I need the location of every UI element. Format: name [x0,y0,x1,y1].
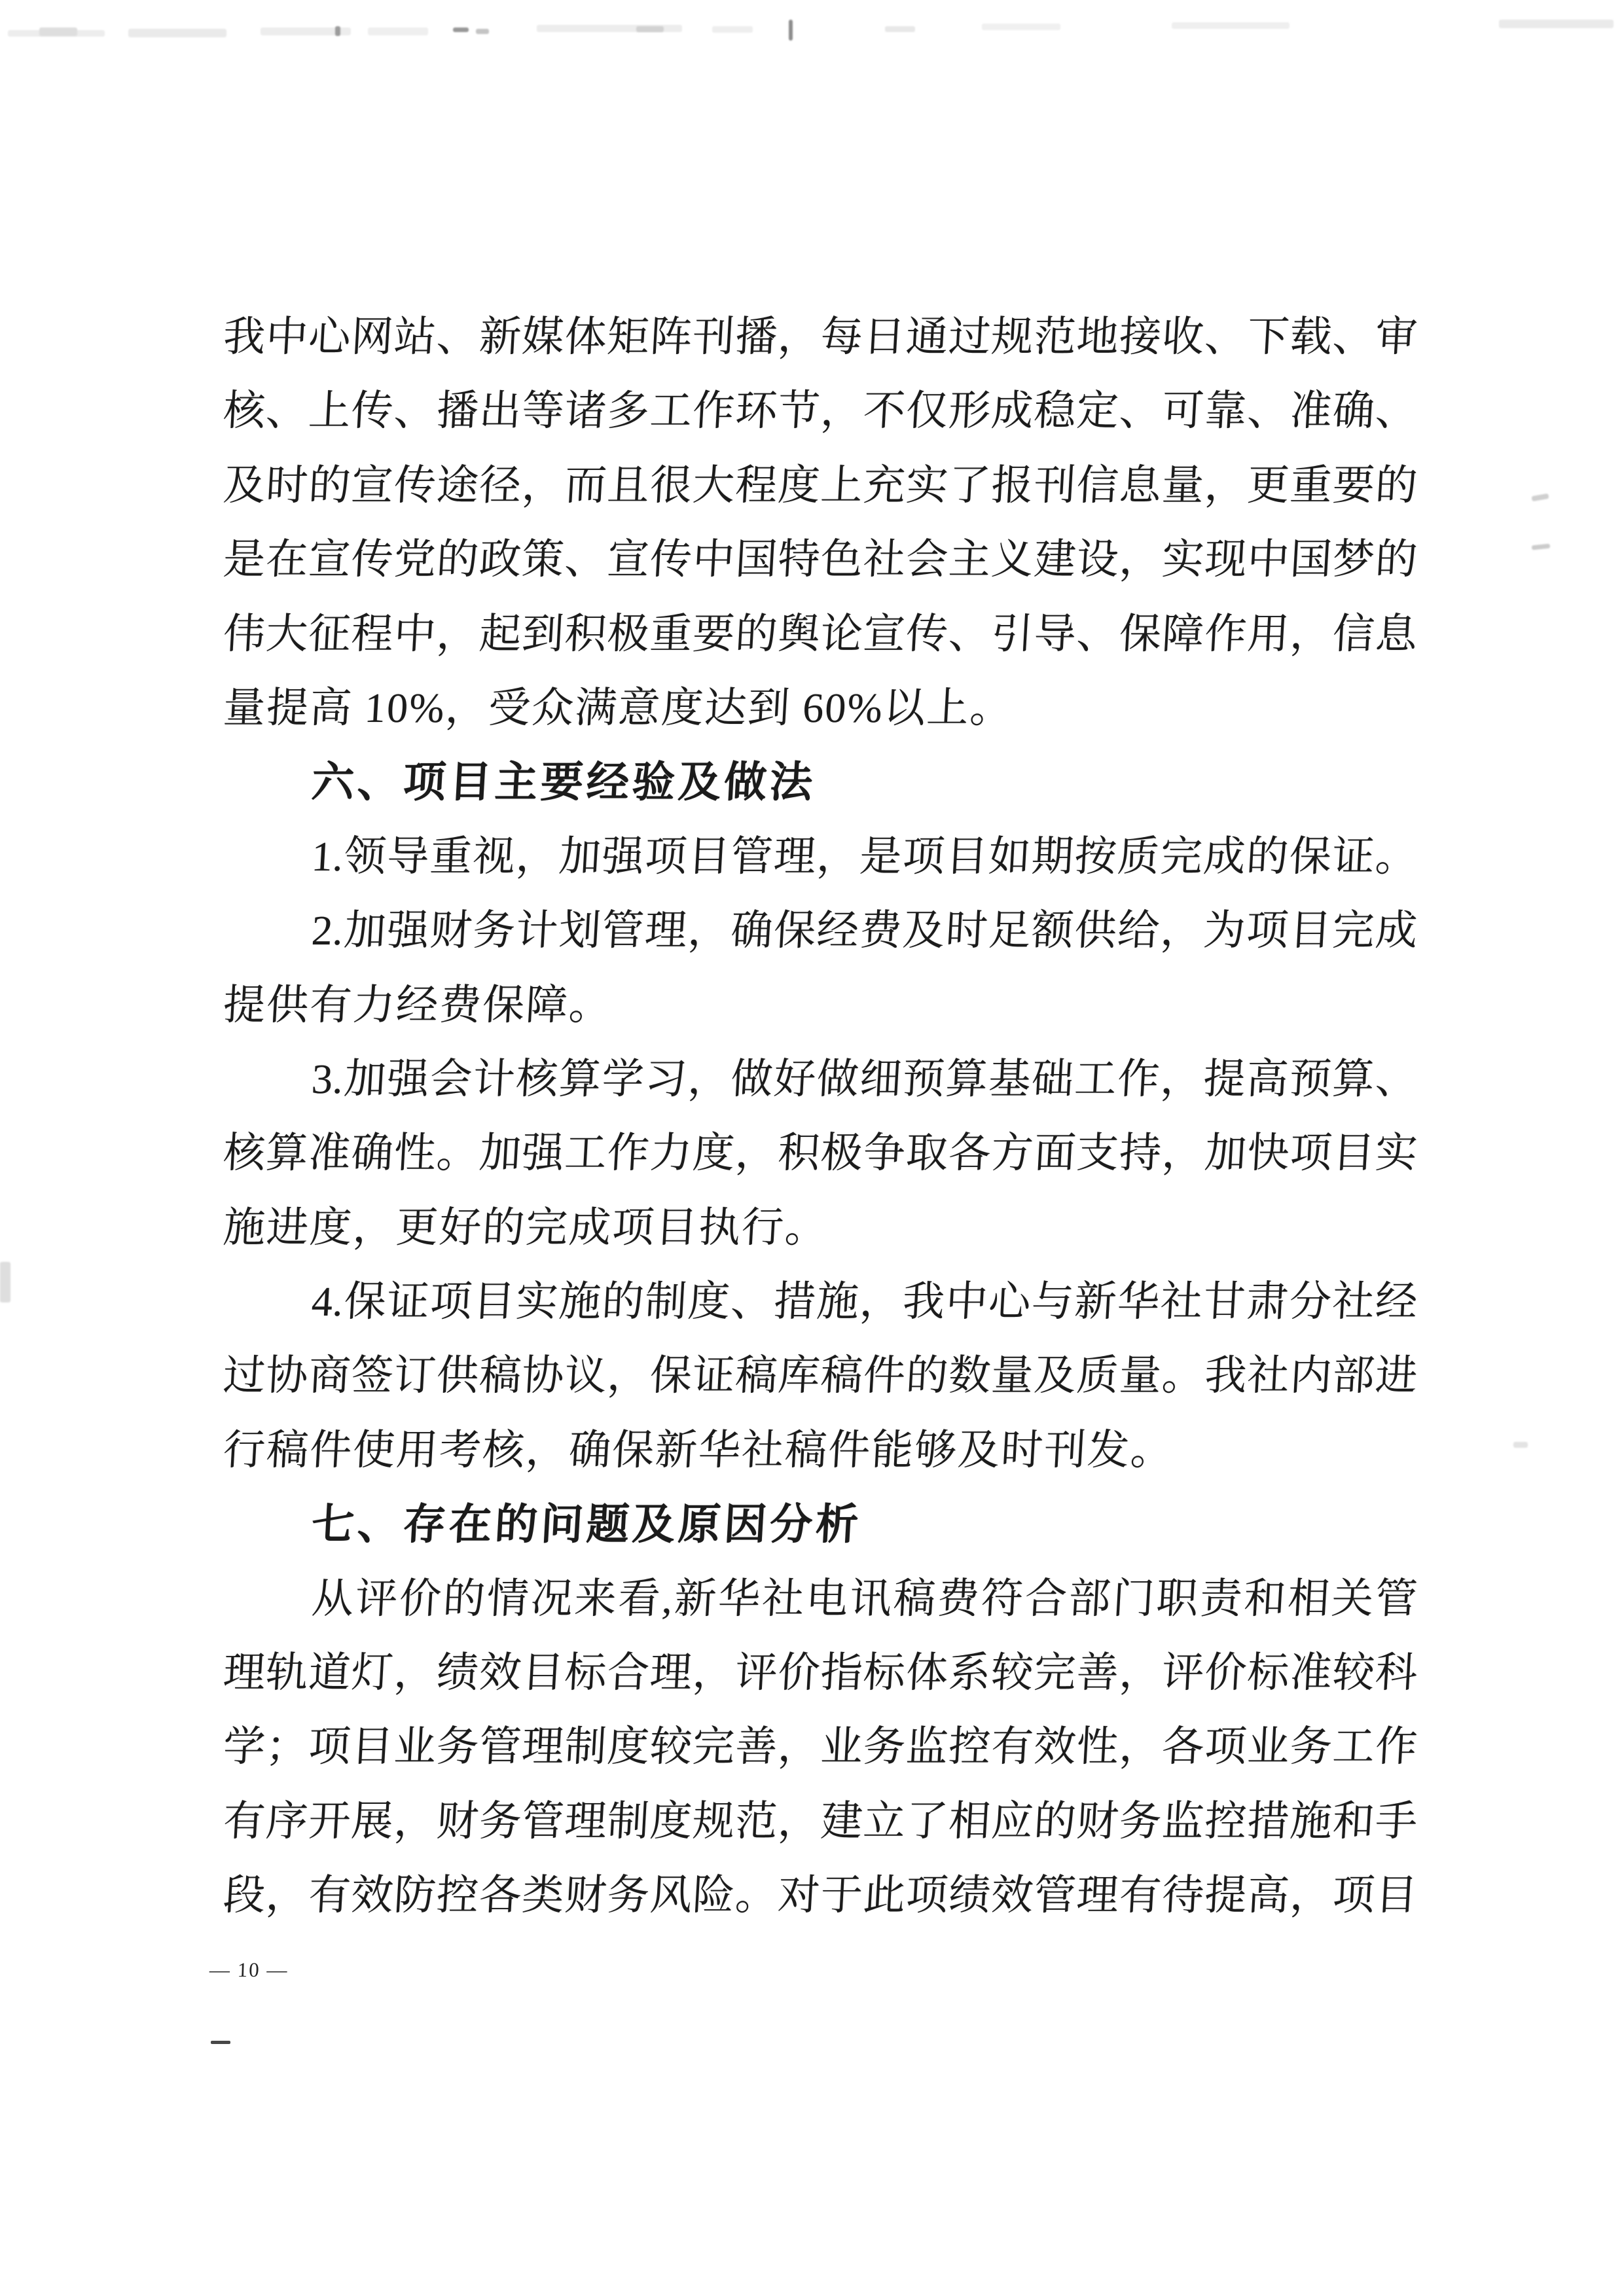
text-line: 我中心网站、新媒体矩阵刊播，每日通过规范地接收、下载、审 [222,314,1419,360]
text-line: 提供有力经费保障。 [222,981,614,1028]
text-line: 及时的宣传途径，而且很大程度上充实了报刊信息量，更重要的 [222,461,1419,509]
scan-artifact [39,27,77,36]
scan-artifact [636,26,664,32]
text-line: 学；项目业务管理制度较完善，业务监控有效性，各项业务工作 [222,1723,1419,1770]
text-line: 1.领导重视，加强项目管理，是项目如期按质完成的保证。 [310,833,1419,880]
scan-artifact [453,27,469,32]
text-line: 伟大征程中，起到积极重要的舆论宣传、引导、保障作用，信息 [222,610,1419,657]
scan-artifact [982,24,1060,30]
section-heading: 七、存在的问题及原因分析 [310,1500,863,1549]
stray-dash-mark [211,2041,230,2044]
scan-artifact [476,29,489,34]
text-line: 核、上传、播出等诸多工作环节，不仅形成稳定、可靠、准确、 [222,387,1419,435]
scan-artifact [1513,1442,1528,1448]
text-line: 有序开展，财务管理制度规范，建立了相应的财务监控措施和手 [222,1797,1419,1844]
page-number: — 10 — [209,1958,289,1981]
text-line: 从评价的情况来看,新华社电讯稿费符合部门职责和相关管 [310,1575,1419,1622]
text-line: 过协商签订供稿协议，保证稿库稿件的数量及质量。我社内部进 [222,1352,1419,1399]
scan-artifact [1532,493,1549,501]
scan-artifact [128,29,226,37]
scan-artifact [1499,20,1614,28]
scan-artifact [1172,22,1290,29]
text-line: 4.保证项目实施的制度、措施，我中心与新华社甘肃分社经 [310,1278,1419,1325]
text-line: 理轨道灯，绩效目标合理，评价指标体系较完善，评价标准较科 [222,1649,1419,1696]
text-line: 2.加强财务计划管理，确保经费及时足额供给，为项目完成 [310,907,1419,954]
scan-artifact [885,26,915,32]
text-line: 核算准确性。加强工作力度，积极争取各方面支持，加快项目实 [222,1130,1419,1177]
scan-artifact [335,26,340,36]
text-line: 3.加强会计核算学习，做好做细预算基础工作，提高预算、 [310,1055,1419,1102]
text-line: 施进度，更好的完成项目执行。 [222,1204,830,1251]
text-line: 行稿件使用考核，确保新华社稿件能够及时刊发。 [222,1426,1176,1473]
scan-artifact [712,26,753,33]
text-line: 是在宣传党的政策、宣传中国特色社会主义建设，实现中国梦的 [222,536,1419,583]
scan-artifact [368,27,428,35]
scan-artifact [1532,544,1551,550]
text-line: 量提高 10%，受众满意度达到 60%以上。 [222,684,1015,731]
scan-artifact [0,1262,10,1302]
text-block [221,300,1419,1933]
scan-artifact [789,20,793,41]
text-line: 段，有效防控各类财务风险。对于此项绩效管理有待提高，项目 [222,1872,1419,1919]
section-heading: 六、项目主要经验及做法 [310,758,818,806]
